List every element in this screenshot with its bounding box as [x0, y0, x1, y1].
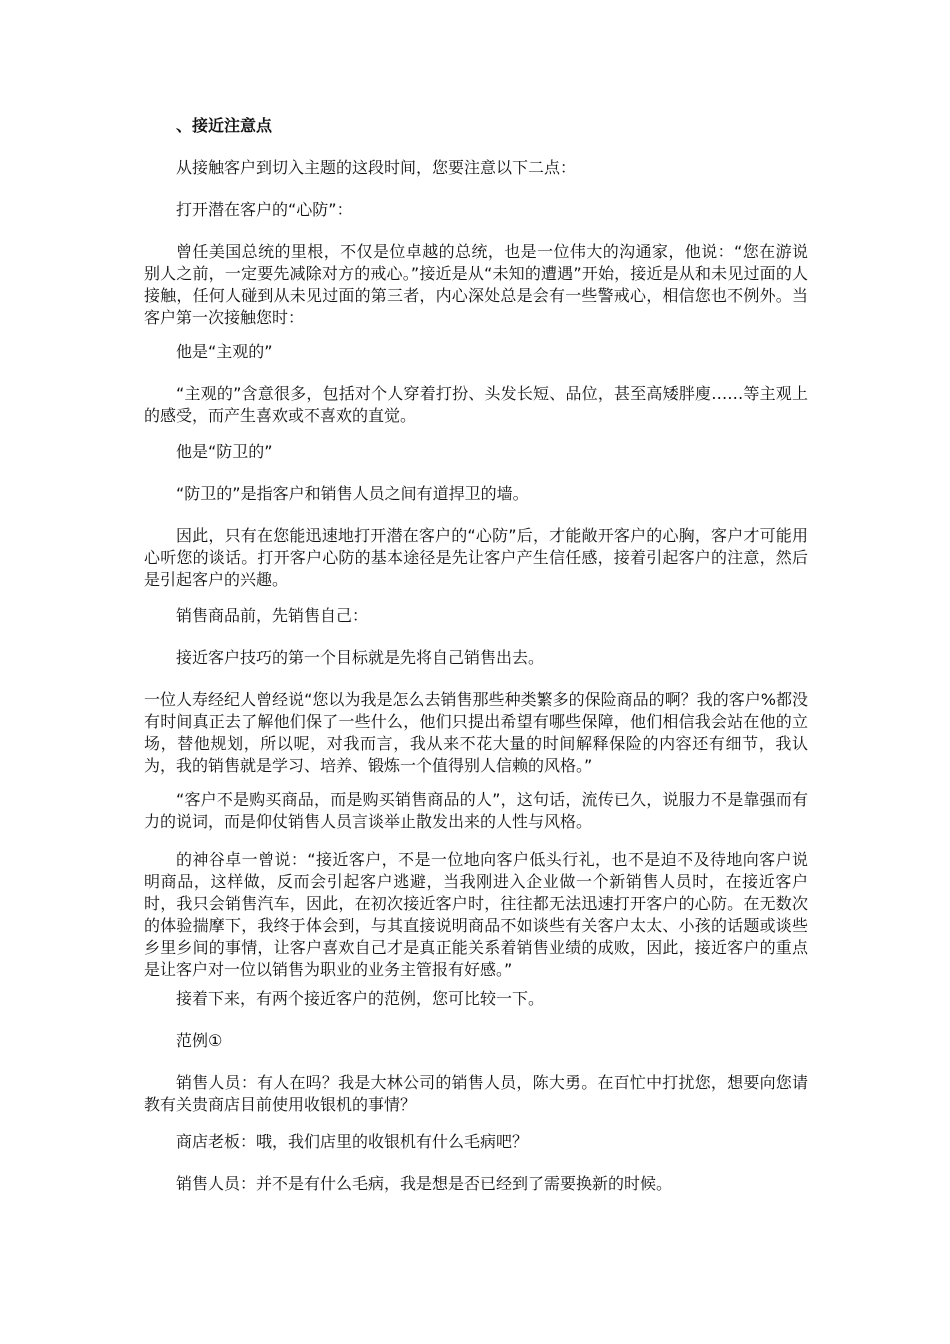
paragraph: 曾任美国总统的里根，不仅是位卓越的总统，也是一位伟大的沟通家，他说：“您在游说别人之前，一定要先减除对方的戒心。”接近是从“未知的遭遇”开始，接近是从和未见过面的人接触，任何人碰到从未见过面的第三者，内心深处总是会有一些警戒心，相信您也不例外。当客户第一次接触您时： — [144, 242, 808, 327]
paragraph: 接着下来，有两个接近客户的范例，您可比较一下。 — [176, 989, 545, 1008]
paragraph: 因此，只有在您能迅速地打开潜在客户的“心防”后，才能敞开客户的心胸，客户才可能用心听您的谈话。打开客户心防的基本途径是先让客户产生信任感，接着引起客户的注意，然后是引起客户的兴趣。 — [144, 526, 808, 589]
paragraph: “客户不是购买商品，而是购买销售商品的人”，这句话，流传已久，说服力不是靠强而有力的说词，而是仰仗销售人员言谈举止散发出来的人性与风格。 — [144, 790, 808, 831]
paragraph: 销售商品前，先销售自己： — [176, 606, 369, 625]
paragraph: 他是“防卫的” — [176, 442, 273, 461]
paragraph: “主观的”含意很多，包括对个人穿着打扮、头发长短、品位，甚至高矮胖廋……等主观上的感受，而产生喜欢或不喜欢的直觉。 — [144, 384, 808, 425]
paragraph: 销售人员：并不是有什么毛病，我是想是否已经到了需要换新的时候。 — [176, 1174, 673, 1193]
section-heading: 、接近注意点 — [176, 116, 273, 135]
paragraph: 销售人员：有人在吗？我是大林公司的销售人员，陈大勇。在百忙中打扰您，想要向您请教有关贵商店目前使用收银机的事情？ — [144, 1073, 808, 1114]
paragraph: 的神谷卓一曾说：“接近客户，不是一位地向客户低头行礼，也不是迫不及待地向客户说明商品，这样做，反而会引起客户逃避，当我刚进入企业做一个新销售人员时，在接近客户时，我只会销售汽车，因此，在初次接近客户时，往往都无法迅速打开客户的心防。在无数次的体验揣摩下，我终于体会到，与其直接说明商品不如谈些有关客户太太、小孩的话题或谈些乡里乡间的事情，让客户喜欢自己才是真正能关系着销售业绩的成败，因此，接近客户的重点是让客户对一位以销售为职业的业务主管报有好感。” — [144, 850, 808, 979]
paragraph: 一位人寿经纪人曾经说“您以为我是怎么去销售那些种类繁多的保险商品的啊？我的客户%都没有时间真正去了解他们保了一些什么，他们只提出希望有哪些保障，他们相信我会站在他的立场，替他规划，所以呢，对我而言，我从来不花大量的时间解释保险的内容还有细节，我认为，我的销售就是学习、培养、锻炼一个值得别人信赖的风格。” — [144, 690, 808, 775]
paragraph: 商店老板：哦，我们店里的收银机有什么毛病吧？ — [176, 1132, 529, 1151]
paragraph: “防卫的”是指客户和销售人员之间有道捍卫的墙。 — [176, 484, 529, 503]
paragraph: 打开潜在客户的“心防”： — [176, 200, 353, 219]
paragraph: 接近客户技巧的第一个目标就是先将自己销售出去。 — [176, 648, 545, 667]
paragraph: 范例① — [176, 1031, 223, 1050]
paragraph: 从接触客户到切入主题的这段时间，您要注意以下二点： — [176, 158, 577, 177]
paragraph: 他是“主观的” — [176, 342, 273, 361]
